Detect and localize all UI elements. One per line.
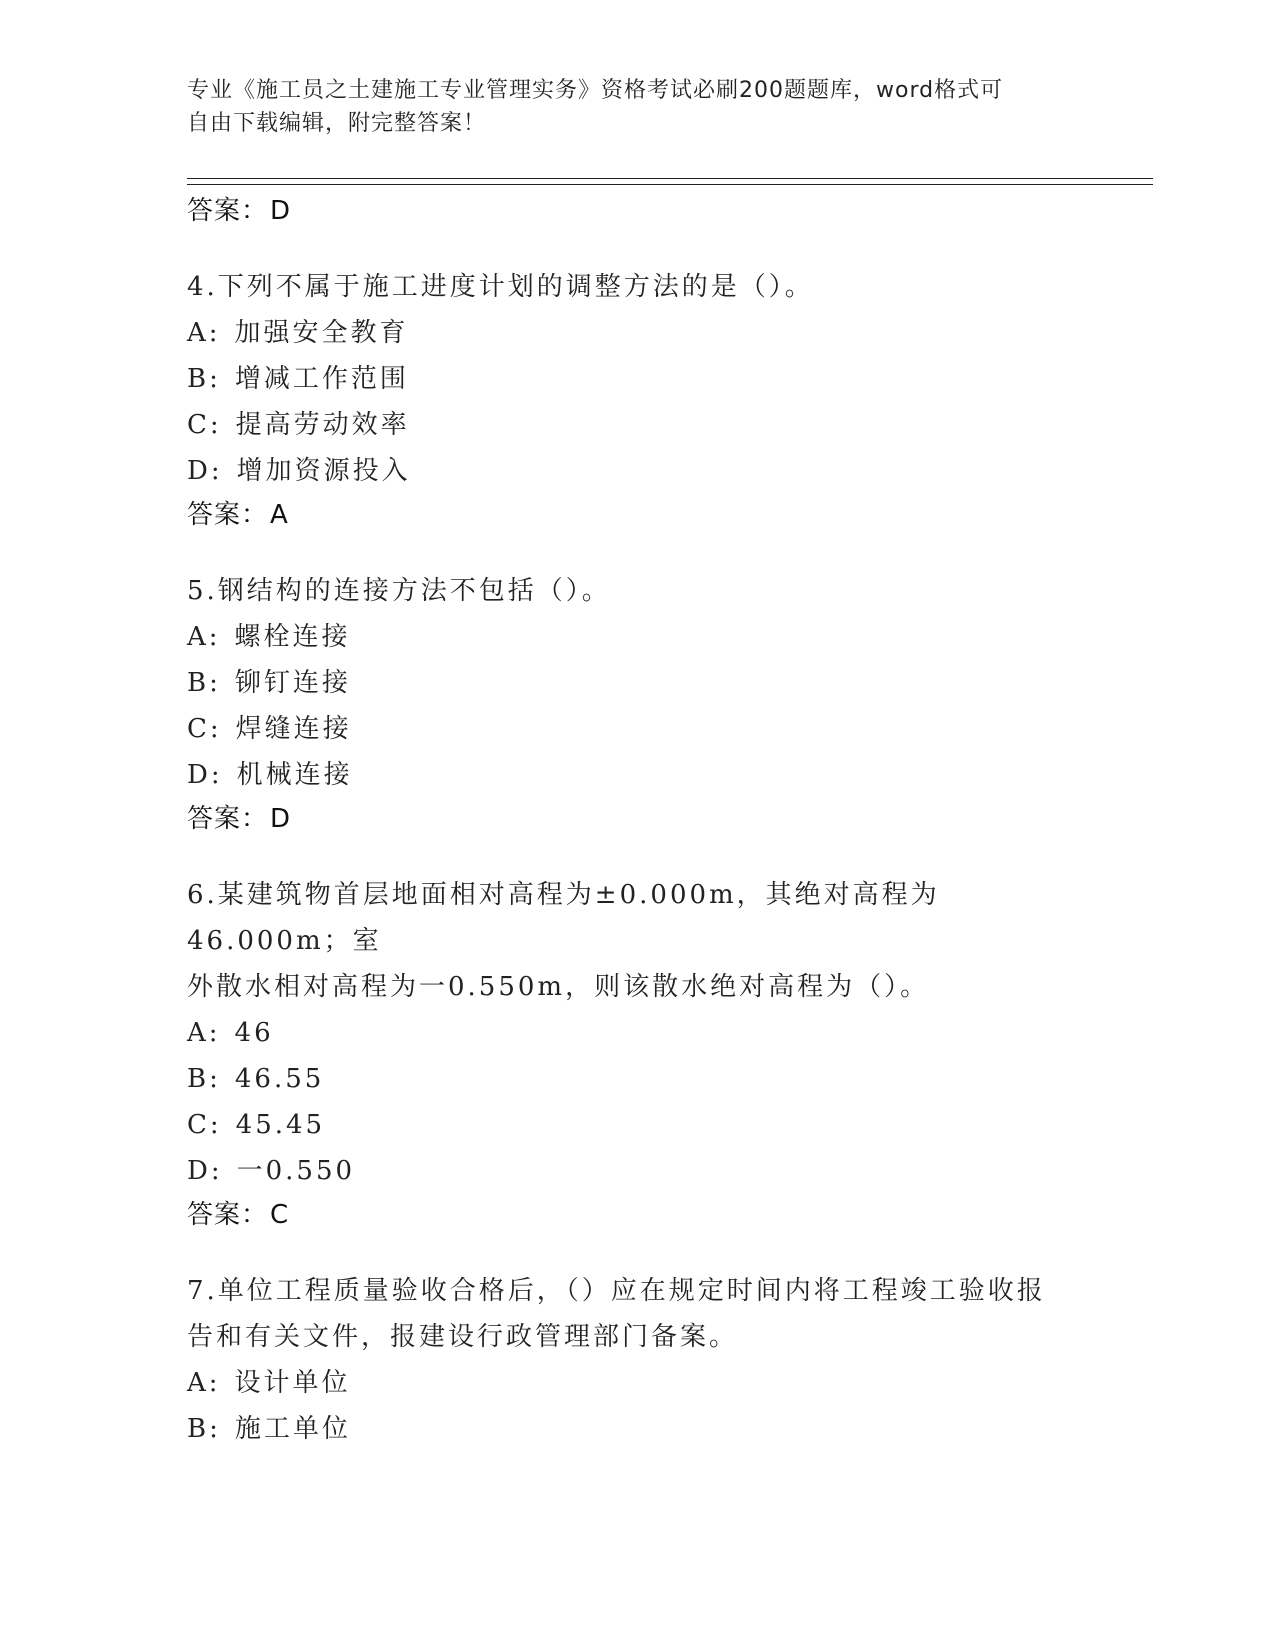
option-key: A:	[187, 1368, 221, 1398]
option-text: 增减工作范围	[234, 364, 409, 394]
question-text: 4.下列不属于施工进度计划的调整方法的是（）。	[187, 272, 814, 302]
answer-value: A	[270, 500, 289, 530]
option-d	[187, 448, 1087, 494]
option-text: 设计单位	[234, 1368, 351, 1398]
option-text: 螺栓连接	[234, 622, 351, 652]
answer-value: C	[270, 1200, 290, 1230]
question-item	[187, 568, 1087, 840]
header-divider	[187, 178, 1153, 185]
option-a	[187, 614, 1087, 660]
option-key: C:	[187, 410, 222, 440]
answer-label: 答案：	[187, 500, 269, 530]
option-key: B:	[187, 364, 221, 394]
question-text-line-1: 7.单位工程质量验收合格后，（）应在规定时间内将工程竣工验收报	[187, 1276, 1046, 1306]
answer-label: 答案：	[187, 1200, 269, 1230]
option-d	[187, 752, 1087, 798]
option-b	[187, 1406, 1087, 1452]
option-key: D:	[187, 456, 223, 486]
header-line-1: 专业《施工员之土建施工专业管理实务》资格考试必刷200题题库，word格式可	[187, 78, 1004, 103]
option-d	[187, 1148, 1087, 1194]
option-key: B:	[187, 1064, 221, 1094]
answer-line	[187, 494, 1087, 536]
option-key: A:	[187, 1018, 221, 1048]
option-key: C:	[187, 1110, 222, 1140]
option-key: B:	[187, 668, 221, 698]
option-text: 增加资源投入	[236, 456, 411, 486]
option-key: D:	[187, 760, 223, 790]
option-key: A:	[187, 318, 221, 348]
answer-label: 答案：	[187, 196, 269, 226]
option-text: 45.45	[235, 1110, 326, 1140]
option-text: 46	[234, 1018, 274, 1048]
option-text: 加强安全教育	[234, 318, 409, 348]
question-item	[187, 872, 1087, 1236]
answer-line	[187, 798, 1087, 840]
option-text: 铆钉连接	[234, 668, 351, 698]
question-item	[187, 1268, 1087, 1452]
option-text: 机械连接	[236, 760, 353, 790]
option-text: 提高劳动效率	[235, 410, 410, 440]
answer-value: D	[270, 804, 292, 834]
question-text-line-2: 告和有关文件，报建设行政管理部门备案。	[187, 1322, 739, 1352]
question-text-line-1: 6.某建筑物首层地面相对高程为±0.000m，其绝对高程为46.000m；室	[187, 880, 940, 956]
option-a	[187, 1360, 1087, 1406]
option-b	[187, 660, 1087, 706]
option-b	[187, 356, 1087, 402]
question-text: 5.钢结构的连接方法不包括（）。	[187, 576, 611, 606]
option-key: A:	[187, 622, 221, 652]
option-c	[187, 402, 1087, 448]
option-b	[187, 1056, 1087, 1102]
question-item	[187, 264, 1087, 536]
option-key: C:	[187, 714, 222, 744]
option-a	[187, 310, 1087, 356]
answer-line	[187, 190, 1087, 232]
answer-value: D	[270, 196, 292, 226]
option-key: D:	[187, 1156, 223, 1186]
option-text: 施工单位	[234, 1414, 351, 1444]
answer-label: 答案：	[187, 804, 269, 834]
option-c	[187, 706, 1087, 752]
page-header	[187, 74, 1067, 140]
answer-line	[187, 1194, 1087, 1236]
option-c	[187, 1102, 1087, 1148]
question-text-line-2: 外散水相对高程为一0.550m，则该散水绝对高程为（）。	[187, 972, 930, 1002]
option-a	[187, 1010, 1087, 1056]
option-key: B:	[187, 1414, 221, 1444]
option-text: 焊缝连接	[235, 714, 352, 744]
option-text: 一0.550	[236, 1156, 356, 1186]
header-line-2: 自由下载编辑，附完整答案！	[187, 111, 487, 136]
document-body	[187, 190, 1087, 1452]
option-text: 46.55	[234, 1064, 325, 1094]
